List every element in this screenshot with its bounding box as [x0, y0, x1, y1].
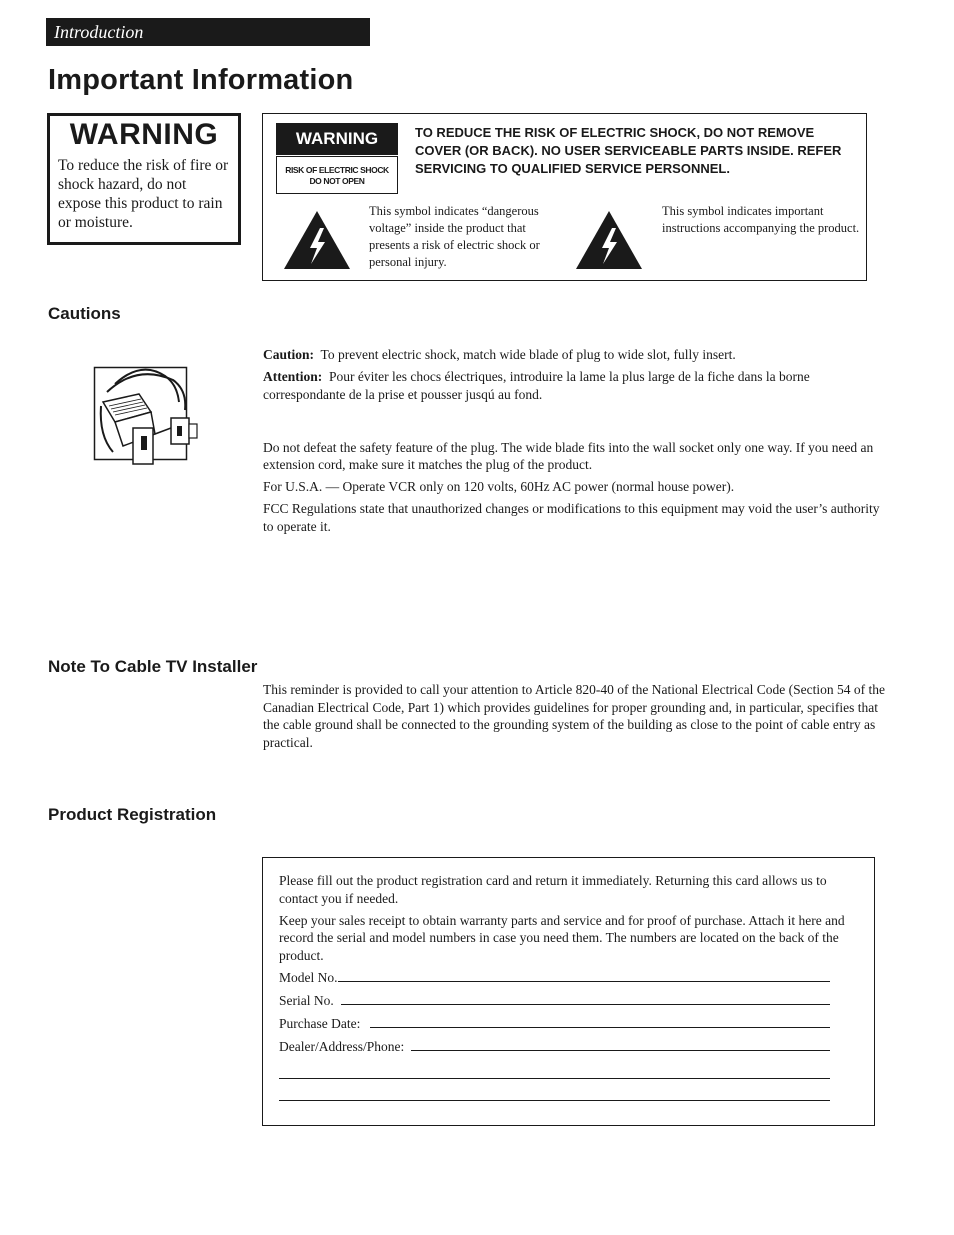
electric-shock-panel	[262, 113, 867, 281]
plug-safety-text: Do not defeat the safety feature of the plug. The wide blade fits into the wall socket only one way. If you need an extension cord, make sure it matches the plug of the product.	[263, 439, 874, 472]
dealer-extra-line[interactable]	[279, 1083, 830, 1101]
attention-text: Pour éviter les chocs électriques, introduire la lame la plus large de la fiche dans la borne correspondante de la prise et pousser jusqú au fond.	[263, 369, 810, 402]
risk-label-line2: DO NOT OPEN	[309, 176, 365, 186]
page-title: Important Information	[48, 64, 354, 96]
registration-box	[262, 857, 875, 1126]
attention-label: Attention:	[263, 369, 323, 384]
dealer-label: Dealer/Address/Phone:	[279, 1038, 411, 1054]
fire-shock-warning-box	[47, 113, 241, 245]
model-number-label: Model No.	[279, 969, 338, 985]
caution-text: To prevent electric shock, match wide blade of plug to wide slot, fully insert.	[320, 347, 736, 362]
important-instructions-text: This symbol indicates important instructions accompanying the product.	[662, 204, 860, 235]
dangerous-voltage-text: This symbol indicates “dangerous voltage” inside the product that presents a risk of electric shock or personal injury.	[369, 204, 540, 269]
purchase-date-label: Purchase Date:	[279, 1015, 371, 1031]
lightning-triangle-icon	[283, 210, 351, 270]
purchase-date-line[interactable]	[370, 1027, 830, 1028]
section-tab: Introduction	[46, 18, 370, 46]
model-number-line[interactable]	[338, 981, 831, 982]
panel-caution-text: TO REDUCE THE RISK OF ELECTRIC SHOCK, DO NOT REMOVE COVER (OR BACK). NO USER SERVICEABLE PARTS INSIDE. REFER SERVICING TO QUALIFIED SERVICE PERSONNEL.	[415, 125, 842, 176]
model-number-field[interactable]	[279, 969, 830, 987]
dealer-line[interactable]	[411, 1050, 830, 1051]
caution-label: Caution:	[263, 347, 315, 362]
cable-installer-heading: Note To Cable TV Installer	[48, 657, 258, 676]
risk-label-line1: RISK OF ELECTRIC SHOCK	[285, 165, 389, 175]
panel-risk-label	[276, 156, 398, 194]
fcc-text: FCC Regulations state that unauthorized changes or modifications to this equipment may void the user’s authority to operate it.	[263, 501, 880, 534]
serial-number-field[interactable]	[279, 992, 830, 1010]
dealer-extra-line[interactable]	[279, 1061, 830, 1079]
cable-installer-text	[263, 681, 888, 756]
cautions-heading: Cautions	[48, 304, 121, 323]
serial-number-line[interactable]	[341, 1004, 831, 1005]
product-registration-heading: Product Registration	[48, 805, 217, 824]
lightning-triangle-icon	[575, 210, 643, 270]
cautions-text	[263, 346, 888, 540]
purchase-date-field[interactable]	[279, 1015, 830, 1033]
cable-installer-paragraph: This reminder is provided to call your attention to Article 820-40 of the National Electrical Code (Section 54 of the Canadian Electrical Code, Part 1) which provides guidelines for proper grounding and, in particular, specifies that the cable ground shall be connected to the grounding system of the building as close to the point of cable entry as practical.	[263, 682, 885, 750]
attention-paragraph	[263, 368, 888, 403]
warning-box-text: To reduce the risk of fire or shock hazard, do not expose this product to rain or moisture.	[58, 157, 229, 231]
usa-power-text: For U.S.A. — Operate VCR only on 120 volts, 60Hz AC power (normal house power).	[263, 479, 735, 494]
registration-paragraph-1: Please fill out the product registration card and return it immediately. Returning this card allows us to contact you if needed.	[279, 873, 827, 906]
caution-paragraph	[263, 346, 888, 364]
registration-paragraph-2: Keep your sales receipt to obtain warranty parts and service and for proof of purchase. Attach it here and record the serial and model numbers in case you need them. The numbers are located on the back of the product.	[279, 912, 845, 963]
polarized-plug-icon	[93, 366, 199, 474]
warning-box-title: WARNING	[69, 118, 219, 151]
dealer-field[interactable]	[279, 1038, 830, 1056]
panel-warning-label: WARNING	[276, 123, 398, 155]
serial-number-label: Serial No.	[279, 992, 341, 1008]
